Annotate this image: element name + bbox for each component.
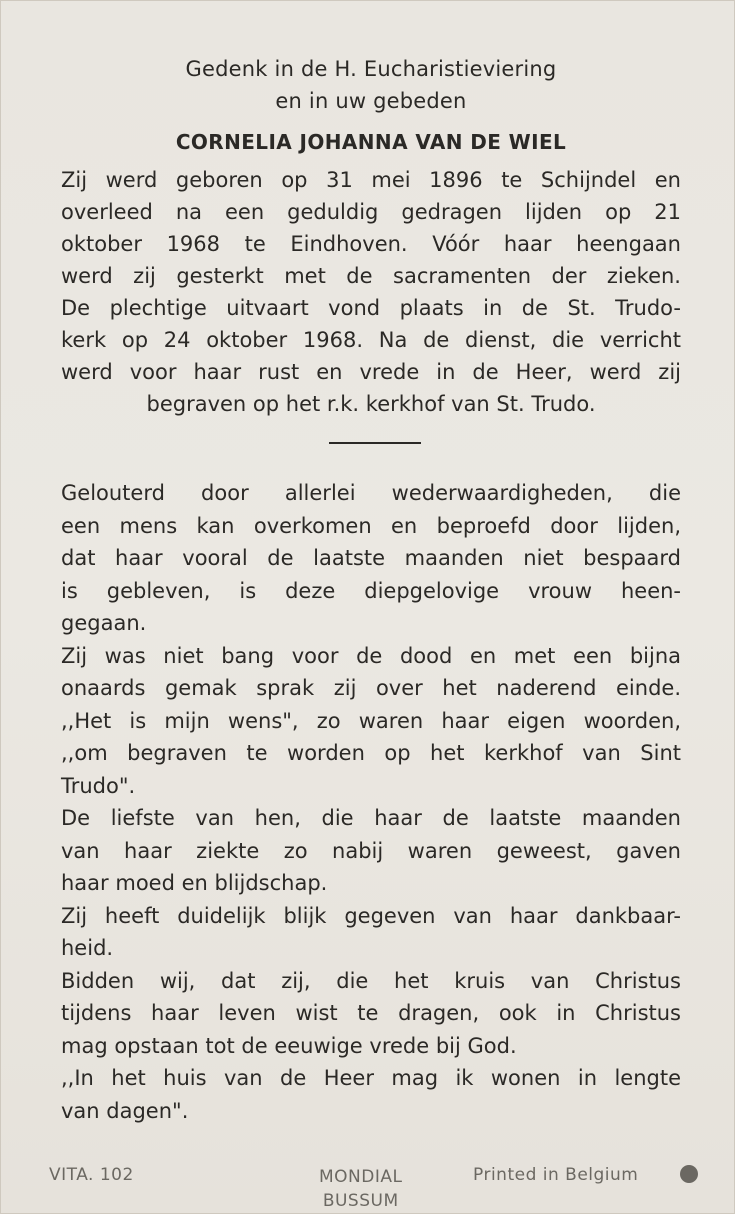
text-line: tijdens haar leven wist te dragen, ook in Christus — [61, 1001, 681, 1025]
bio-line: oktober 1968 te Eindhoven. Vóór haar heengaan — [61, 232, 681, 256]
text-line: ,,In het huis van de Heer mag ik wonen in lengte — [61, 1066, 681, 1090]
text-line: van dagen". — [61, 1098, 189, 1123]
divider — [329, 442, 421, 444]
bio-line: Zij werd geboren op 31 mei 1896 te Schijndel en — [61, 168, 681, 192]
text-line: Zij heeft duidelijk blijk gegeven van haar dankbaar- — [61, 903, 681, 928]
text-line: gegaan. — [61, 611, 147, 635]
biography-paragraph — [61, 164, 681, 420]
text-line: een mens kan overkomen en beproefd door lijden, — [61, 513, 681, 538]
text-line: De liefste van hen, die haar de laatste maanden — [61, 806, 681, 830]
card-code: VITA. 102 — [49, 1165, 134, 1185]
text-line: haar moed en blijdschap. — [61, 871, 328, 895]
publisher-city: BUSSUM — [322, 1191, 399, 1211]
text-line: ,,om begraven te worden op het kerkhof van Sint — [61, 741, 681, 765]
memorial-text — [61, 477, 681, 1127]
deceased-name: CORNELIA JOHANNA VAN DE WIEL — [175, 130, 567, 154]
bio-line: overleed na een geduldig gedragen lijden op 21 — [61, 200, 681, 224]
text-line: onaards gemak sprak zij over het naderend einde. — [61, 676, 681, 700]
bio-line: De plechtige uitvaart vond plaats in de St. Trudo- — [61, 296, 681, 320]
publisher — [319, 1165, 402, 1213]
text-line: Gelouterd door allerlei wederwaardigheden, die — [61, 481, 681, 505]
bio-line: begraven op het r.k. kerkhof van St. Trudo. — [146, 392, 596, 416]
text-line: is gebleven, is deze diepgelovige vrouw heen- — [61, 578, 681, 603]
text-line: heid. — [61, 936, 114, 960]
text-line: ,,Het is mijn wens", zo waren haar eigen woorden, — [61, 708, 681, 733]
text-line: dat haar vooral de laatste maanden niet bespaard — [61, 546, 681, 570]
text-line: Bidden wij, dat zij, die het kruis van Christus — [61, 968, 681, 993]
publisher-name: MONDIAL — [319, 1167, 403, 1187]
bio-line: werd zij gesterkt met de sacramenten der zieken. — [61, 264, 681, 288]
printed-in: Printed in Belgium — [473, 1165, 639, 1185]
bio-line: werd voor haar rust en vrede in de Heer, werd zij — [61, 360, 681, 384]
printer-seal-icon — [680, 1165, 698, 1183]
header-line-1: Gedenk in de H. Eucharistieviering — [185, 57, 557, 81]
text-line: van haar ziekte zo nabij waren geweest, gaven — [61, 838, 681, 863]
text-line: Trudo". — [61, 773, 136, 798]
header-line-2: en in uw gebeden — [275, 89, 467, 113]
text-line: mag opstaan tot de eeuwige vrede bij God. — [61, 1033, 517, 1058]
text-line: Zij was niet bang voor de dood en met een bijna — [61, 643, 681, 668]
bio-line: kerk op 24 oktober 1968. Na de dienst, die verricht — [61, 328, 681, 352]
